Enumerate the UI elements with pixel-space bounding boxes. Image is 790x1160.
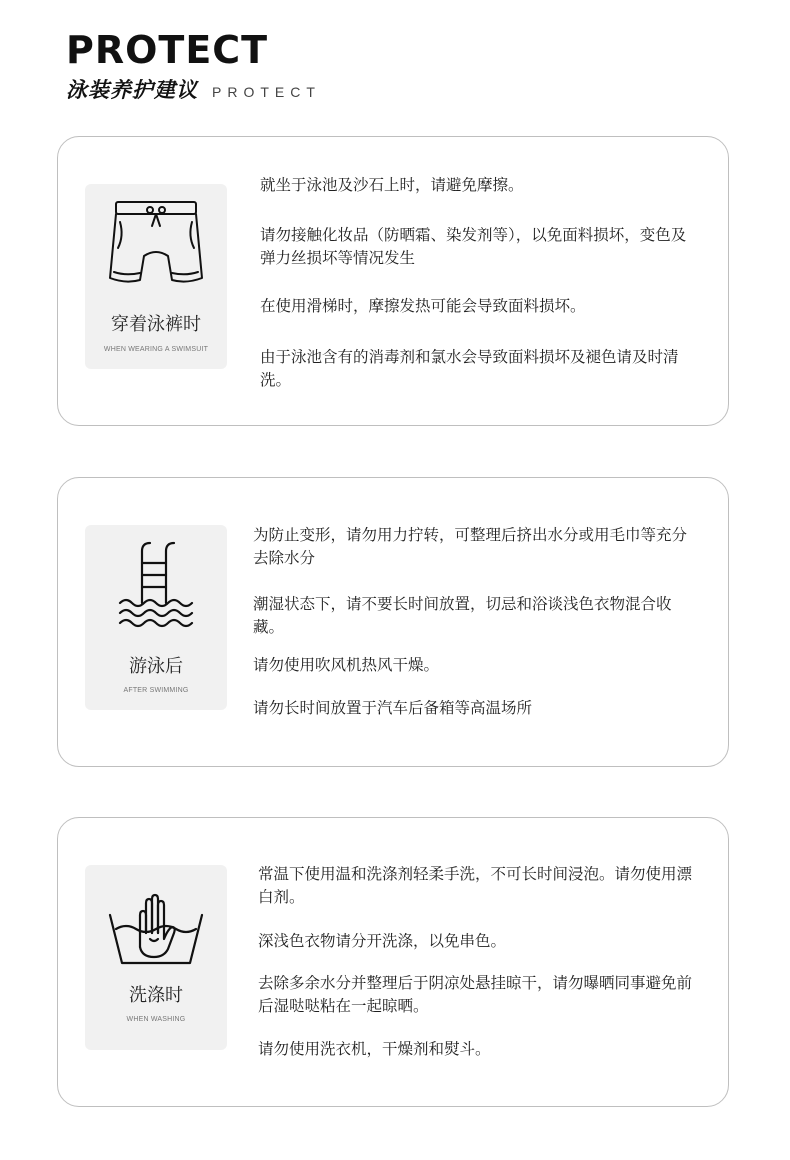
tip-item: 常温下使用温和洗涤剂轻柔手洗，不可长时间浸泡。请勿使用漂白剂。 [258, 865, 693, 906]
tip-item: 在使用滑梯时，摩擦发热可能会导致面料损坏。 [260, 297, 586, 315]
tip-item: 深浅色衣物请分开洗涤，以免串色。 [258, 932, 507, 950]
pool-ladder-icon [104, 537, 208, 647]
subtitle-row [66, 74, 321, 104]
header [66, 28, 321, 104]
subtitle-en: PROTECT [212, 84, 321, 100]
tip-item: 潮湿状态下，请不要长时间放置，切忌和浴谈浅色衣物混合收藏。 [253, 595, 672, 636]
icon-box-washing [85, 865, 227, 1050]
card-wearing [57, 136, 729, 426]
page-title: PROTECT [66, 28, 269, 72]
icon-label-en: WHEN WASHING [126, 1016, 186, 1023]
icon-box-wearing [85, 184, 227, 369]
card-washing [57, 817, 729, 1107]
card-after-swimming [57, 477, 729, 767]
hand-wash-icon [104, 877, 208, 987]
subtitle-cn: 泳装养护建议 [66, 78, 198, 102]
icon-box-after [85, 525, 227, 710]
tip-item: 由于泳池含有的消毒剂和氯水会导致面料损坏及褪色请及时清洗。 [260, 348, 679, 389]
tip-item: 请勿使用洗衣机，干燥剂和熨斗。 [258, 1040, 491, 1058]
tip-item: 去除多余水分并整理后于阴凉处悬挂晾干，请勿曝晒同事避免前后湿哒哒粘在一起晾晒。 [258, 974, 693, 1015]
icon-label-cn: 游泳后 [129, 656, 183, 677]
swim-shorts-icon [104, 196, 208, 306]
tip-item: 请勿接触化妆品（防晒霜、染发剂等），以免面料损坏，变色及弹力丝损坏等情况发生 [260, 226, 687, 267]
icon-label-cn: 穿着泳裤时 [111, 314, 201, 335]
tip-item: 请勿使用吹风机热风干燥。 [253, 656, 440, 674]
icon-label-cn: 洗涤时 [129, 985, 183, 1006]
tip-item: 就坐于泳池及沙石上时，请避免摩擦。 [260, 176, 524, 194]
tip-item: 请勿长时间放置于汽车后备箱等高温场所 [253, 699, 533, 717]
icon-label-en: AFTER SWIMMING [123, 687, 189, 694]
tip-item: 为防止变形，请勿用力拧转，可整理后挤出水分或用毛巾等充分去除水分 [253, 526, 688, 567]
icon-label-en: WHEN WEARING A SWIMSUIT [103, 346, 209, 353]
